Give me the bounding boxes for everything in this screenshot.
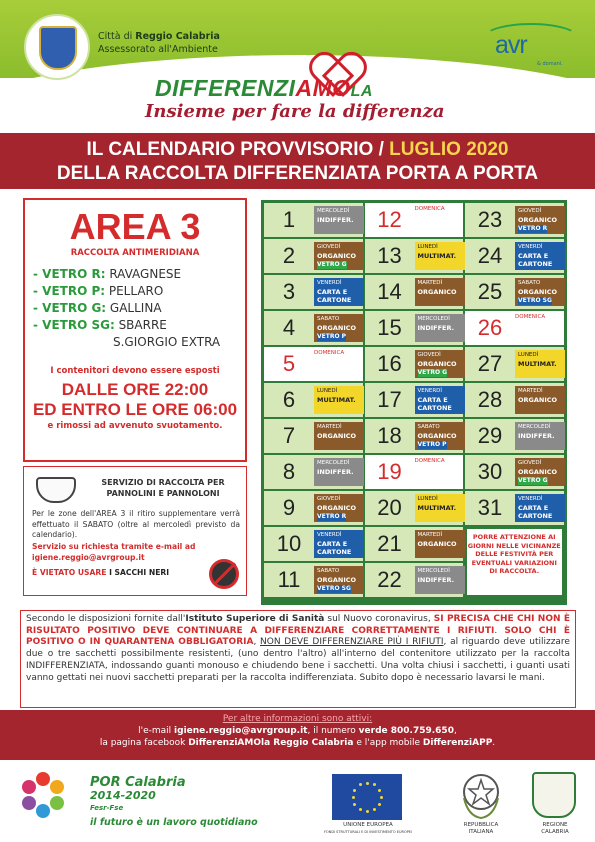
waste-type: INDIFFER.: [518, 432, 555, 440]
collection-type: [314, 206, 364, 234]
notice-emphasis-positive: SOLO CHI È POSITIVO O IN QUARANTENA OBBLIGATORIA: [26, 625, 570, 648]
diaper-service-request: Servizio su richiesta tramite e-mail ad igiene.reggio@avrgroup.it: [32, 542, 196, 562]
vetro-item: [33, 266, 220, 283]
contact-email-link[interactable]: igiene.reggio@avrgroup.it: [174, 726, 308, 736]
weekday-label: MERCOLEDÌ: [417, 316, 450, 322]
weekday-label: VENERDÌ: [518, 496, 543, 502]
calendar-day: [264, 563, 363, 597]
avr-logo: [475, 25, 580, 73]
weekday-label: GIOVEDÌ: [518, 208, 542, 214]
calendar-day: [264, 275, 363, 309]
collection-type: [314, 458, 364, 486]
waste-type: CARTA E CARTONE: [518, 252, 553, 268]
calendar-day: [465, 455, 564, 489]
calendar-day: [264, 383, 363, 417]
vetro-item: [33, 334, 220, 351]
collection-type: [415, 242, 465, 270]
black-bag-ban: [32, 568, 169, 577]
weekday-label: VENERDÌ: [417, 388, 443, 394]
time-to: ED ENTRO LE ORE 06:00: [32, 400, 238, 419]
day-number: 6: [282, 387, 296, 413]
calendar-day: [365, 239, 464, 273]
title-line-2: DELLA RACCOLTA DIFFERENZIATA PORTA A PORTA: [56, 163, 539, 184]
weekday-label: SABATO: [317, 568, 340, 574]
waste-type: MULTIMAT.: [317, 396, 356, 404]
glass-collection-badge: VETRO R: [518, 225, 548, 232]
collection-type: [314, 422, 364, 450]
italy-label: [448, 822, 514, 835]
calendar-day: [264, 347, 363, 381]
italy-line-2: ITALIANA: [468, 828, 494, 835]
eu-name: UNIONE EUROPEA: [343, 822, 393, 828]
collection-type: [415, 314, 465, 342]
por-logo: [20, 772, 66, 818]
waste-type: ORGANICO: [317, 432, 357, 440]
calendar-day: [264, 203, 363, 237]
contacts-text: , il numero: [307, 726, 359, 736]
waste-type: INDIFFER.: [417, 324, 455, 332]
collection-type: [515, 278, 565, 306]
waste-type: ORGANICO: [317, 252, 357, 260]
notice-emphasis: SI PRECISA CHE CHI NON È RISULTATO POSITIVO DEVE CONTINUARE A DIFFERENZIARE CORRETTAMENTE I RIFIUTI: [26, 614, 571, 636]
weekday-label: LUNEDÌ: [417, 496, 438, 502]
vetro-zone: PELLARO: [105, 284, 164, 298]
collection-type: [314, 494, 364, 522]
calendar-day: [365, 527, 464, 561]
city-prefix: Città di: [98, 31, 136, 42]
calendar-day: [465, 311, 564, 345]
weekday-label: GIOVEDÌ: [317, 496, 341, 502]
day-number: 22: [377, 567, 402, 593]
notice-underline: NON DEVE DIFFERENZIARE PIÙ I RIFIUTI: [260, 637, 444, 648]
calendar-day: [365, 383, 464, 417]
department: Assessorato all'Ambiente: [98, 44, 218, 55]
vetro-zone: SBARRE: [114, 318, 167, 332]
title-bar: [0, 133, 595, 189]
contacts-text: e l'app mobile: [353, 738, 423, 748]
contacts-text: .: [492, 738, 496, 748]
weekday-label: MARTEDÌ: [317, 424, 342, 430]
eu-flag-icon: [332, 774, 402, 820]
calabria-region-emblem-icon: [532, 772, 576, 818]
day-number: 7: [282, 423, 296, 449]
calendar-day: [365, 275, 464, 309]
weekday-label: SABATO: [317, 316, 340, 322]
calabria-label: [530, 822, 580, 835]
brand-logo: [155, 75, 373, 102]
day-number: 30: [477, 459, 503, 485]
day-number: 28: [477, 387, 503, 413]
por-title: POR Calabria: [90, 775, 186, 790]
waste-type: ORGANICO: [518, 468, 558, 476]
title-month: LUGLIO 2020: [389, 139, 509, 160]
weekday-label: VENERDÌ: [518, 244, 543, 250]
day-number: 4: [282, 315, 296, 341]
notice-part: .: [494, 625, 505, 636]
weekday-label: LUNEDÌ: [518, 352, 539, 358]
vetro-item: [33, 317, 220, 334]
brand-left: DIFFERENZI: [155, 75, 296, 101]
waste-type: MULTIMAT.: [417, 252, 457, 260]
waste-type: MULTIMAT.: [417, 504, 457, 512]
city-crest-logo: [24, 14, 90, 80]
contacts-text: ,: [453, 726, 457, 736]
waste-type: MULTIMAT.: [518, 360, 557, 368]
weekday-label: MARTEDÌ: [518, 388, 543, 394]
por-years: 2014-2020: [90, 789, 156, 802]
calendar-day: [465, 383, 564, 417]
calabria-line-1: REGIONE: [542, 822, 568, 828]
day-number: 26: [477, 315, 503, 341]
day-number: 3: [282, 279, 296, 305]
day-number: 5: [282, 351, 296, 377]
por-motto: il futuro è un lavoro quotidiano: [90, 817, 258, 828]
calendar-day: [365, 347, 464, 381]
collection-type: [314, 278, 364, 306]
vetro-key: - VETRO P:: [33, 284, 106, 298]
day-number: 13: [377, 243, 402, 269]
collection-type: [515, 242, 565, 270]
waste-type: INDIFFER.: [417, 576, 455, 584]
waste-type: ORGANICO: [417, 540, 457, 548]
weekday-label: MARTEDÌ: [417, 532, 443, 538]
brand-amo: AMO: [295, 75, 351, 101]
waste-type: ORGANICO: [417, 360, 457, 368]
collection-type: [314, 314, 364, 342]
glass-collection-badge: VETRO R: [317, 513, 347, 520]
weekday-label: SABATO: [417, 424, 440, 430]
day-number: 17: [377, 387, 402, 413]
calendar-day: [264, 455, 363, 489]
weekday-label: MERCOLEDÌ: [518, 424, 551, 430]
day-number: 20: [377, 495, 402, 521]
vetro-item: [33, 283, 220, 300]
weekday-label: LUNEDÌ: [417, 244, 438, 250]
day-number: 9: [282, 495, 296, 521]
day-number: 12: [377, 207, 402, 233]
waste-type: CARTA E CARTONE: [417, 396, 452, 412]
collection-type: [314, 242, 364, 270]
day-number: 21: [377, 531, 402, 557]
weekday-label: VENERDÌ: [317, 532, 342, 538]
diaper-service-title: SERVIZIO DI RACCOLTA PER PANNOLINI E PANNOLONI: [101, 478, 225, 498]
city-label: [98, 30, 220, 56]
contact-phone[interactable]: verde 800.759.650: [358, 726, 454, 736]
time-from: DALLE ORE 22:00: [61, 380, 209, 399]
collection-type: [415, 278, 465, 306]
weekday-label: VENERDÌ: [317, 280, 342, 286]
waste-type: INDIFFER.: [317, 468, 354, 476]
glass-collection-badge: VETRO P: [317, 333, 347, 340]
vetro-list: [33, 266, 220, 351]
weekday-label: DOMENICA: [414, 458, 445, 464]
diaper-icon: [30, 473, 82, 507]
brand-right: LA: [350, 83, 373, 100]
weekday-label: DOMENICA: [515, 314, 546, 320]
waste-type: ORGANICO: [317, 504, 357, 512]
contacts-bar: [0, 710, 595, 760]
calendar-day: [264, 239, 363, 273]
title-prefix: IL CALENDARIO PROVVISORIO /: [86, 139, 390, 160]
collection-type: [415, 566, 465, 594]
waste-type: ORGANICO: [317, 324, 357, 332]
notice-body: , al riguardo deve utilizzare due o tre sacchetti possibilmente resistenti, (uno dentro l'altro) all'interno del contenitore utilizzato per la raccolta INDIFFERENZIATA, indossando guanti monouso e chiudendo bene i sacchetti. Una volta chiusi i sacchetti, i guanti usati vanno gettati nei nuovi sacchetti preparati per la raccolta indifferenziata. Subito dopo è necessario lavarsi le mani.: [26, 637, 570, 683]
day-number: 19: [377, 459, 402, 485]
calendar-grid: [261, 200, 567, 605]
notice-part: ,: [253, 637, 261, 648]
contacts-heading: Per altre informazioni sono attivi:: [222, 714, 373, 724]
contacts-text: la pagina facebook: [99, 738, 189, 748]
calendar-day: [465, 347, 564, 381]
ban-black-bags: I SACCHI NERI: [109, 568, 170, 577]
waste-type: CARTA E CARTONE: [317, 540, 352, 556]
calendar-day: [365, 419, 464, 453]
weekday-label: GIOVEDÌ: [417, 352, 441, 358]
waste-type: ORGANICO: [518, 396, 558, 404]
day-number: 31: [477, 495, 503, 521]
calendar-day: [264, 491, 363, 525]
day-number: 2: [282, 243, 296, 269]
vetro-item: [33, 300, 220, 317]
calendar-day: [465, 419, 564, 453]
vetro-key: - VETRO G:: [33, 301, 107, 315]
collection-type: [415, 530, 465, 558]
facebook-page-link[interactable]: DifferenziAMOla Reggio Calabria: [188, 738, 354, 748]
calendar-day: [264, 419, 363, 453]
holiday-attention-note: PORRE ATTENZIONE AI GIORNI NELLE VICINANZE DELLE FESTIVITÀ PER EVENTUALI VARIAZIONI DI RACCOLTA.: [467, 529, 562, 595]
collection-type: [314, 566, 364, 594]
day-number: 23: [477, 207, 503, 233]
notice-iss: Istituto Superiore di Sanità: [185, 614, 325, 624]
collection-type: [515, 350, 565, 378]
covid-notice: [20, 610, 576, 708]
city-name: Reggio Calabria: [135, 31, 220, 42]
day-number: 16: [377, 351, 402, 377]
day-number: 25: [477, 279, 503, 305]
glass-collection-badge: VETRO G: [518, 477, 548, 484]
weekday-label: LUNEDÌ: [317, 388, 338, 394]
calendar-day: [264, 311, 363, 345]
contacts-text: l'e-mail: [138, 726, 175, 736]
day-number: 24: [477, 243, 503, 269]
waste-type: ORGANICO: [417, 288, 457, 296]
avr-logo-sub: & domani.: [537, 61, 563, 67]
weekday-label: SABATO: [518, 280, 541, 286]
day-number: 27: [477, 351, 503, 377]
waste-type: ORGANICO: [317, 576, 357, 584]
day-number: 10: [276, 531, 302, 557]
calendar-day: [264, 527, 363, 561]
weekday-label: MERCOLEDÌ: [317, 208, 350, 214]
glass-collection-badge: VETRO G: [317, 261, 347, 268]
tagline: Insieme per fare la differenza: [145, 101, 445, 122]
day-number: 8: [282, 459, 296, 485]
vetro-zone: GALLINA: [106, 301, 162, 315]
collection-type: [515, 494, 565, 522]
collection-type: [515, 206, 565, 234]
calendar-day: [465, 275, 564, 309]
por-fund: Fesr-Fse: [90, 804, 124, 812]
weekday-label: MERCOLEDÌ: [417, 568, 450, 574]
waste-type: ORGANICO: [417, 432, 457, 440]
calabria-line-2: CALABRIA: [541, 828, 569, 835]
calendar-day: [365, 563, 464, 597]
avr-logo-text: avr: [495, 31, 527, 59]
weekday-label: DOMENICA: [414, 206, 445, 212]
collection-type: [515, 422, 565, 450]
diaper-service-text: Per le zone dell'AREA 3 il ritiro supplementare verrà effettuato il SABATO (oltre al mercoledì previsto da calendario).: [32, 509, 240, 539]
glass-collection-badge: VETRO G: [417, 369, 448, 376]
notice-part: Secondo le disposizioni fornite dall': [26, 614, 186, 624]
calendar-day: [465, 203, 564, 237]
area-subtitle: RACCOLTA ANTIMERIDIANA: [70, 248, 200, 258]
waste-type: ORGANICO: [518, 216, 558, 224]
vetro-key: - VETRO R:: [33, 267, 106, 281]
vetro-zone: RAVAGNESE: [105, 267, 182, 281]
collection-type: [515, 458, 565, 486]
weekday-label: GIOVEDÌ: [317, 244, 341, 250]
collection-type: [314, 530, 364, 558]
eu-funds: FONDI STRUTTURALI E DI INVESTIMENTO EUROPEI: [323, 829, 413, 834]
area-title: AREA 3: [69, 206, 201, 247]
title-line-1: [0, 139, 595, 161]
waste-type: ORGANICO: [518, 288, 558, 296]
collection-type: [515, 386, 565, 414]
collection-type: [415, 350, 465, 378]
weekday-label: MERCOLEDÌ: [317, 460, 350, 466]
weekday-label: GIOVEDÌ: [518, 460, 542, 466]
day-number: 15: [377, 315, 402, 341]
day-number: 29: [477, 423, 503, 449]
diaper-service-box: [23, 466, 247, 596]
calendar-day: [365, 491, 464, 525]
italy-emblem-icon: [458, 768, 504, 822]
glass-collection-badge: VETRO SG: [518, 297, 552, 304]
collection-type: [415, 422, 465, 450]
area-box: [23, 198, 247, 462]
ban-text: È VIETATO USARE: [32, 568, 110, 577]
vetro-key: - VETRO SG:: [33, 318, 115, 332]
calendar-day: [365, 311, 464, 345]
glass-collection-badge: VETRO SG: [317, 585, 351, 592]
waste-type: CARTA E CARTONE: [317, 288, 352, 304]
italy-line-1: REPUBBLICA: [463, 822, 499, 828]
calendar-day: [365, 203, 464, 237]
calendar-day: [465, 491, 564, 525]
day-number: 18: [377, 423, 402, 449]
waste-type: INDIFFER.: [317, 216, 354, 224]
containers-note: I contenitori devono essere esposti: [50, 366, 220, 376]
day-number: 14: [377, 279, 402, 305]
app-name: DifferenziAPP: [422, 738, 493, 748]
calendar-day: [465, 239, 564, 273]
notice-part: sul Nuovo coronavirus,: [324, 614, 434, 624]
collection-type: [415, 494, 465, 522]
collection-type: [314, 386, 364, 414]
glass-collection-badge: VETRO P: [417, 441, 447, 448]
no-black-bag-icon: [209, 559, 239, 589]
calendar-day: [365, 455, 464, 489]
weekday-label: DOMENICA: [314, 350, 345, 356]
removed-note: e rimossi ad avvenuto svuotamento.: [47, 421, 223, 431]
day-number: 1: [282, 207, 296, 233]
eu-label: [322, 822, 414, 835]
day-number: 11: [277, 567, 301, 593]
vetro-zone: S.GIORGIO EXTRA: [113, 335, 221, 349]
weekday-label: MARTEDÌ: [417, 280, 443, 286]
collection-type: [415, 386, 465, 414]
por-text: [90, 776, 258, 829]
waste-type: CARTA E CARTONE: [518, 504, 553, 520]
